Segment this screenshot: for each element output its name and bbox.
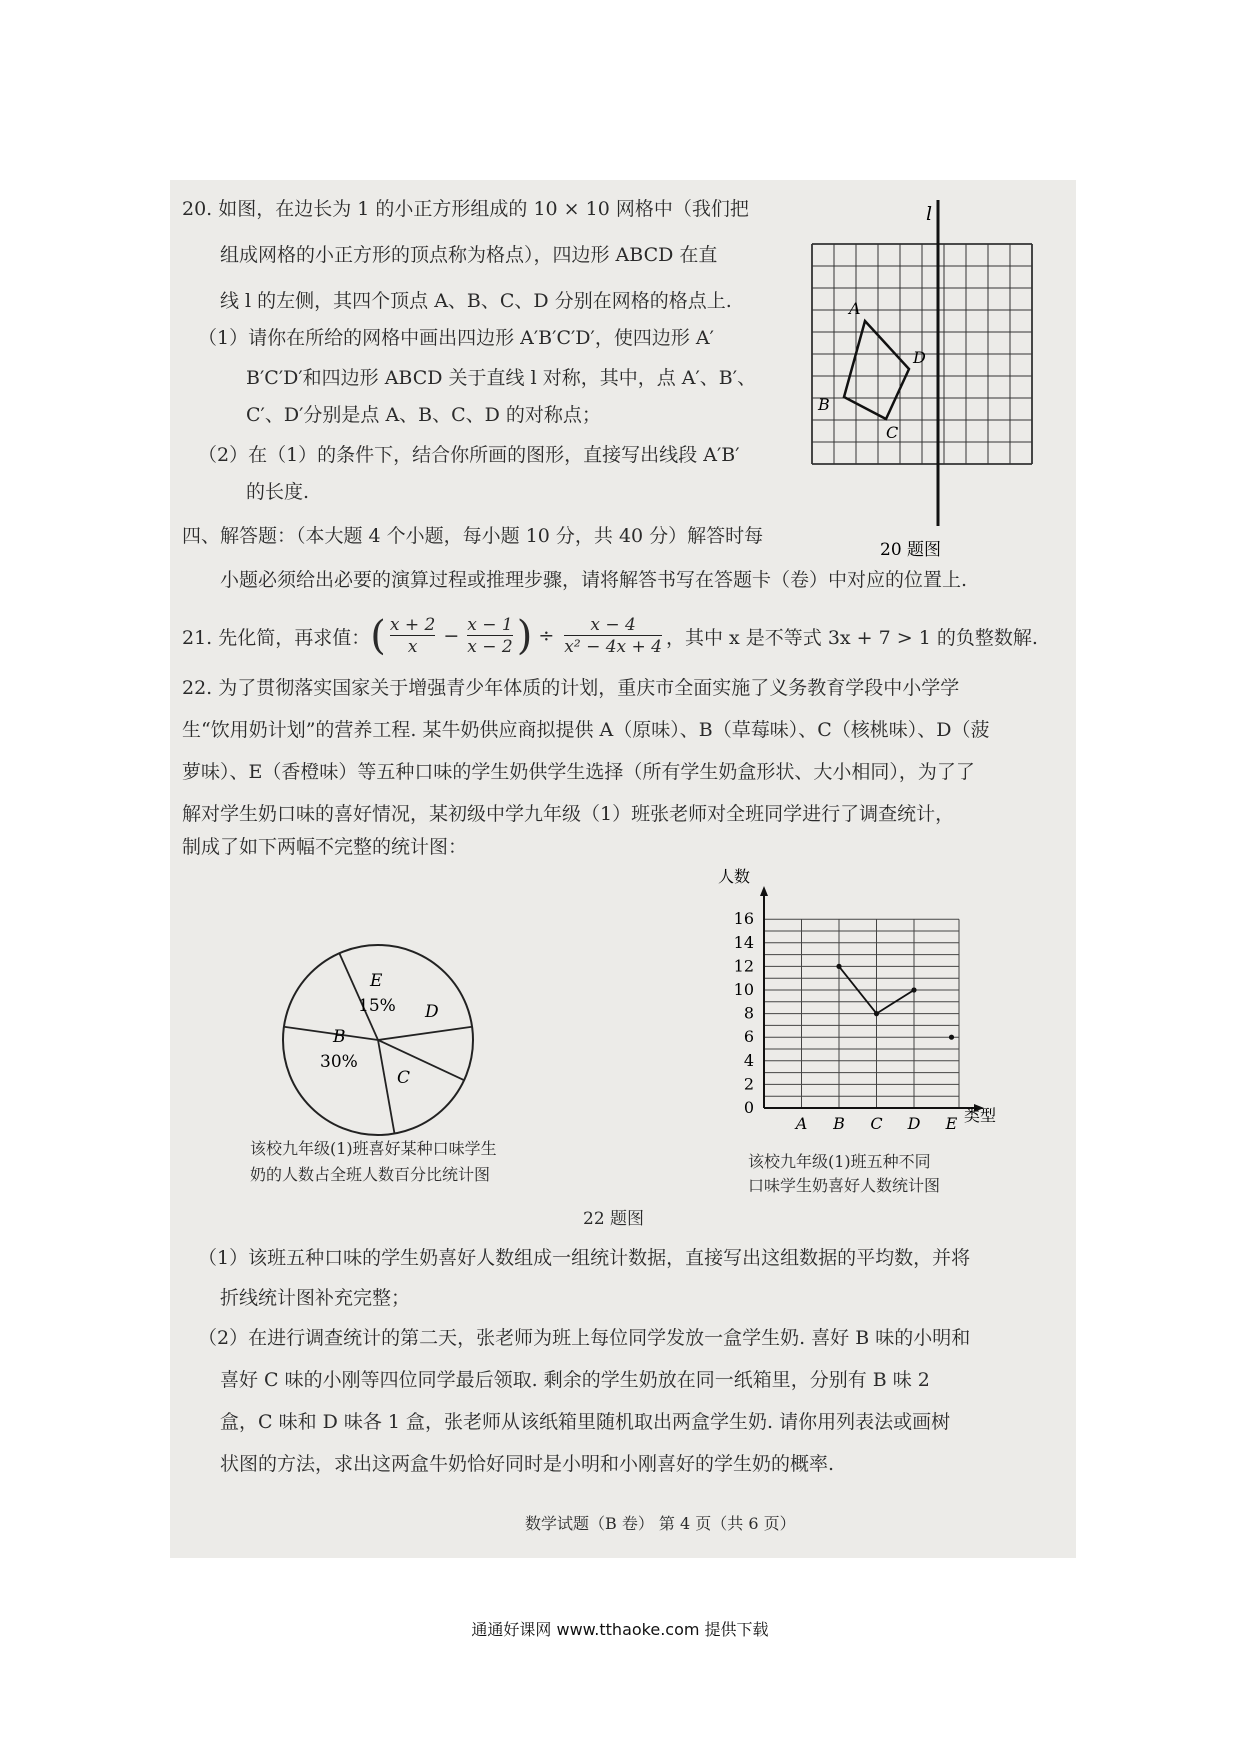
q21-suffix: ，其中 x 是不等式 3x + 7 > 1 的负整数解. [666, 626, 1038, 649]
q22-line-2: 生“饮用奶计划”的营养工程. 某牛奶供应商拟提供 A（原味）、B（草莓味）、C（核桃味）、D（菠 [182, 719, 990, 741]
line-chart [710, 860, 1030, 1140]
section4-heading: 四、解答题：（本大题 4 个小题，每小题 10 分，共 40 分）解答时每 [182, 525, 764, 547]
line-chart-ylabel: 人数 [718, 867, 751, 886]
line-chart-grid [764, 919, 959, 1108]
line-chart-categories [794, 1114, 958, 1133]
q21-fraction-2 [467, 615, 512, 657]
q22-line-1: 22. 为了贯彻落实国家关于增强青少年体质的计划，重庆市全面实施了义务教育学段中小学学 [182, 677, 960, 699]
q21-frac1-numerator: x + 2 [389, 615, 436, 635]
q22-sub1-line-2: 折线统计图补充完整； [220, 1287, 411, 1309]
section4-instructions: 小题必须给出必要的演算过程或推理步骤，请将解答书写在答题卡（卷）中对应的位置上. [220, 569, 968, 591]
q20-line-5: B′C′D′和四边形 ABCD 关于直线 l 对称，其中，点 A′、B′、 [246, 367, 757, 389]
download-footer: 通通好课网 www.tthaoke.com 提供下载 [471, 1620, 769, 1639]
y-tick-label: 4 [743, 1050, 754, 1070]
pie-slice-divider [378, 1027, 472, 1040]
q22-sub2-line-3: 盒，C 味和 D 味各 1 盒，张老师从该纸箱里随机取出两盒学生奶. 请你用列表法或画树 [220, 1411, 951, 1433]
q21-frac3-numerator: x − 4 [590, 615, 636, 635]
q22-line-5: 制成了如下两幅不完整的统计图： [182, 836, 468, 858]
line-chart-axes [760, 886, 984, 1112]
q22-sub2-line-2: 喜好 C 味的小刚等四位同学最后领取. 剩余的学生奶放在同一纸箱里，分别有 B 味 2 [220, 1369, 930, 1391]
line-caption-line-2: 口味学生奶喜好人数统计图 [748, 1176, 941, 1195]
q22-line-3: 萝味）、E（香橙味）等五种口味的学生奶供学生选择（所有学生奶盒形状、大小相同），为了了 [182, 761, 975, 783]
q20-line-2: 组成网格的小正方形的顶点称为格点），四边形 ABCD 在直 [220, 244, 718, 266]
pie-label-c: C [397, 1068, 411, 1088]
y-tick-label: 6 [743, 1027, 754, 1047]
x-tick-label: A [795, 1114, 808, 1133]
x-tick-label: C [870, 1114, 883, 1133]
pie-percent-e: 15% [358, 996, 396, 1016]
q20-line-4: （1）请你在所给的网格中画出四边形 A′B′C′D′，使四边形 A′ [198, 327, 714, 349]
y-tick-label: 8 [743, 1003, 754, 1023]
q21-frac2-denominator: x − 2 [467, 637, 513, 657]
pie-label-b: B [333, 1027, 346, 1047]
q21-frac1-denominator: x [390, 635, 435, 657]
q21-frac3-denominator: x² − 4x + 4 [564, 637, 662, 657]
q21-fraction-1 [390, 615, 435, 657]
q21-left-paren: ( [370, 613, 386, 659]
page-number-footer: 数学试题（B 卷） 第 4 页（共 6 页） [525, 1514, 796, 1533]
line-chart-xlabel: 类型 [964, 1106, 997, 1125]
pie-label-d: D [425, 1002, 439, 1022]
q21-expression [182, 604, 1038, 668]
q21-fraction-3 [564, 615, 662, 657]
y-tick-label: 16 [733, 909, 754, 929]
q20-point-a: A [849, 299, 861, 318]
q20-grid-figure [800, 200, 1080, 570]
q21-minus: − [443, 625, 460, 647]
pie-slice-divider [378, 1040, 394, 1134]
pie-slice-divider [378, 1040, 464, 1080]
q21-prefix: 21. 先化简，再求值： [182, 626, 371, 649]
x-tick-label: D [907, 1114, 921, 1133]
pie-percent-b: 30% [320, 1052, 358, 1072]
q20-line-3: 线 l 的左侧，其四个顶点 A、B、C、D 分别在网格的格点上. [220, 290, 732, 312]
quadrilateral-abcd [844, 321, 909, 419]
q20-point-c: C [886, 423, 899, 442]
x-tick-label: E [945, 1114, 958, 1133]
q22-sub2-line-4: 状图的方法，求出这两盒牛奶恰好同时是小明和小刚喜好的学生奶的概率. [220, 1453, 835, 1475]
y-axis-arrow-icon [760, 886, 768, 896]
y-tick-label: 2 [743, 1074, 754, 1094]
q20-line-7: （2）在（1）的条件下，结合你所画的图形，直接写出线段 A′B′ [198, 444, 740, 466]
q20-line-8: 的长度. [246, 481, 310, 503]
y-tick-label: 12 [733, 956, 754, 976]
data-point [949, 1035, 954, 1040]
data-point [911, 987, 916, 992]
pie-caption-line-1: 该校九年级(1)班喜好某种口味学生 [250, 1139, 497, 1158]
pie-caption-line-2: 奶的人数占全班人数百分比统计图 [250, 1165, 491, 1184]
q21-frac2-numerator: x − 1 [467, 615, 513, 635]
q20-line-1: 20. 如图，在边长为 1 的小正方形组成的 10 × 10 网格中（我们把 [182, 198, 749, 220]
x-tick-label: B [833, 1114, 845, 1133]
line-caption-line-1: 该校九年级(1)班五种不同 [748, 1152, 931, 1171]
q20-point-d: D [913, 348, 926, 367]
q20-point-b: B [818, 395, 830, 414]
q20-figure-caption: 20 题图 [880, 540, 942, 560]
y-tick-label: 14 [733, 932, 754, 952]
q22-sub2-line-1: （2）在进行调查统计的第二天，张老师为班上每位同学发放一盒学生奶. 喜好 B 味的小明和 [198, 1327, 971, 1349]
q21-divide: ÷ [538, 625, 555, 647]
y-tick-label: 0 [743, 1098, 754, 1117]
q22-figure-caption: 22 题图 [583, 1209, 645, 1229]
pie-label-e: E [370, 971, 383, 991]
q20-line-label: l [926, 203, 933, 225]
line-chart-ticks [734, 909, 754, 1117]
q22-line-4: 解对学生奶口味的喜好情况，某初级中学九年级（1）班张老师对全班同学进行了调查统计， [182, 803, 955, 825]
pie-slice-divider [284, 1027, 378, 1040]
pie-chart [270, 930, 500, 1150]
q22-sub1-line-1: （1）该班五种口味的学生奶喜好人数组成一组统计数据，直接写出这组数据的平均数，并将 [198, 1247, 971, 1269]
data-point [874, 1011, 879, 1016]
q20-line-6: C′、D′分别是点 A、B、C、D 的对称点； [246, 404, 601, 426]
q21-right-paren: ) [516, 613, 533, 659]
y-tick-label: 10 [733, 980, 754, 999]
data-point [836, 964, 841, 969]
